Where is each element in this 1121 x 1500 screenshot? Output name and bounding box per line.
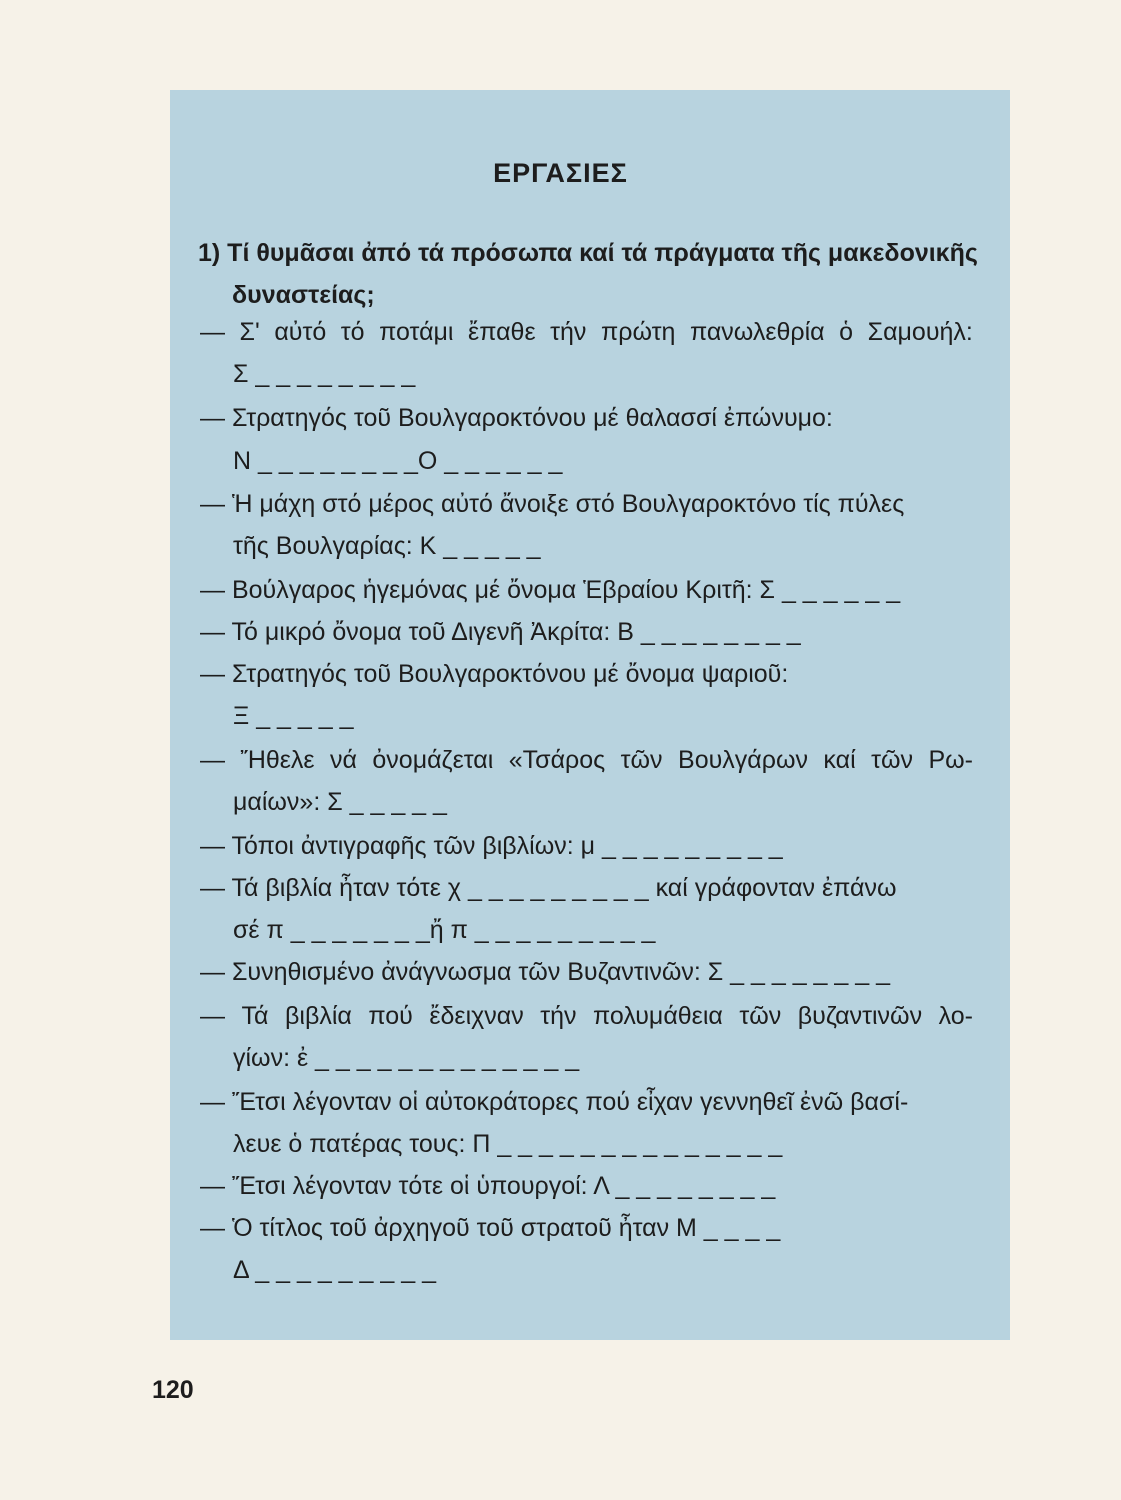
- item-1-word: αὐτό: [274, 318, 327, 346]
- page-title: ΕΡΓΑΣΙΕΣ: [493, 158, 628, 188]
- item-1-word: τό: [340, 318, 365, 346]
- item-11-word: τήν: [540, 1002, 577, 1030]
- item-1: [200, 318, 973, 347]
- item-6: — Στρατηγός τοῦ Βουλγαροκτόνου μέ ὄνομα ψαριοῦ:: [200, 660, 789, 688]
- item-7-word: Βουλγάρων: [678, 746, 808, 774]
- question-line-2: δυναστείας;: [232, 281, 375, 309]
- question-heading: [198, 232, 978, 316]
- page-number: 120: [152, 1376, 194, 1404]
- item-3-answer: τῆς Βουλγαρίας: Κ _ _ _ _ _: [233, 532, 541, 560]
- item-7: [200, 746, 973, 775]
- item-1-word: τήν: [550, 318, 587, 346]
- item-1-word: πρώτη: [600, 318, 676, 346]
- item-1-word: ὁ: [839, 318, 854, 346]
- item-11-word: τῶν: [739, 1002, 782, 1030]
- item-11-word: βιβλία: [285, 1002, 352, 1030]
- item-1-word: πανωλεθρία: [689, 318, 825, 346]
- item-8: — Τόποι ἀντιγραφῆς τῶν βιβλίων: μ _ _ _ _ _ _ _ _ _: [200, 832, 783, 860]
- item-7-word: —: [200, 746, 225, 774]
- item-13: — Ἔτσι λέγονταν τότε οἱ ὑπουργοί: Λ _ _ _ _ _ _ _ _: [200, 1172, 776, 1200]
- item-4: — Βούλγαρος ἡγεμόνας μέ ὄνομα Ἑβραίου Κριτῆ: Σ _ _ _ _ _ _: [200, 576, 901, 604]
- item-10: — Συνηθισμένο ἀνάγνωσμα τῶν Βυζαντινῶν: Σ _ _ _ _ _ _ _ _: [200, 958, 891, 986]
- item-11-word: ἔδειχναν: [429, 1002, 524, 1030]
- item-9: — Τά βιβλία ἦταν τότε χ _ _ _ _ _ _ _ _ _ καί γράφονταν ἐπάνω: [200, 874, 897, 902]
- item-2: — Στρατηγός τοῦ Βουλγαροκτόνου μέ θαλασσί ἐπώνυμο:: [200, 404, 833, 432]
- item-14-answer: Δ _ _ _ _ _ _ _ _ _: [233, 1256, 436, 1284]
- item-1-word: Σ': [239, 318, 260, 346]
- item-7-word: Ἤθελε: [240, 746, 315, 774]
- item-11-word: λο-: [938, 1002, 973, 1030]
- item-9-answer: σέ π _ _ _ _ _ _ _ἤ π _ _ _ _ _ _ _ _ _: [233, 916, 656, 944]
- item-6-answer: Ξ _ _ _ _ _: [233, 702, 354, 730]
- item-7-answer: μαίων»: Σ _ _ _ _ _: [233, 788, 447, 816]
- item-7-word: τῶν: [620, 746, 663, 774]
- item-1-word: Σαμουήλ:: [867, 318, 973, 346]
- item-7-word: τῶν: [871, 746, 913, 774]
- item-1-word: —: [200, 318, 225, 346]
- item-5: — Τό μικρό ὄνομα τοῦ Διγενῆ Ἀκρίτα: Β _ _ _ _ _ _ _ _: [200, 618, 801, 646]
- item-3: — Ἡ μάχη στό μέρος αὐτό ἄνοιξε στό Βουλγαροκτόνο τίς πύλες: [200, 490, 905, 518]
- item-7-word: ὀνομάζεται: [372, 746, 494, 774]
- item-7-word: καί: [823, 746, 856, 774]
- item-1-answer: Σ _ _ _ _ _ _ _ _: [233, 360, 416, 388]
- item-11-word: πολυμάθεια: [593, 1002, 723, 1030]
- item-11-word: βυζαντινῶν: [797, 1002, 923, 1030]
- item-7-word: νά: [329, 746, 357, 774]
- item-11-word: —: [200, 1002, 225, 1030]
- item-7-word: Ρω-: [928, 746, 973, 774]
- item-11: [200, 1002, 973, 1031]
- item-11-word: πού: [368, 1002, 413, 1030]
- item-12-answer: λευε ὁ πατέρας τους: Π _ _ _ _ _ _ _ _ _ _ _ _ _ _: [233, 1130, 783, 1158]
- item-14: — Ὁ τίτλος τοῦ ἀρχηγοῦ τοῦ στρατοῦ ἦταν Μ _ _ _ _: [200, 1214, 781, 1242]
- item-7-word: «Τσάρος: [508, 746, 606, 774]
- item-1-word: ποτάμι: [379, 318, 454, 346]
- item-2-answer: Ν _ _ _ _ _ _ _ _Ο _ _ _ _ _ _: [233, 447, 563, 475]
- item-12: — Ἔτσι λέγονταν οἱ αὐτοκράτορες πού εἶχαν γεννηθεῖ ἐνῶ βασί-: [200, 1088, 909, 1116]
- question-line-1: 1) Τί θυμᾶσαι ἀπό τά πρόσωπα καί τά πράγματα τῆς μακεδονικῆς: [198, 239, 978, 267]
- item-11-word: Τά: [241, 1002, 269, 1030]
- item-11-answer: γίων: ἐ _ _ _ _ _ _ _ _ _ _ _ _ _: [233, 1044, 580, 1072]
- item-1-word: ἔπαθε: [468, 318, 536, 346]
